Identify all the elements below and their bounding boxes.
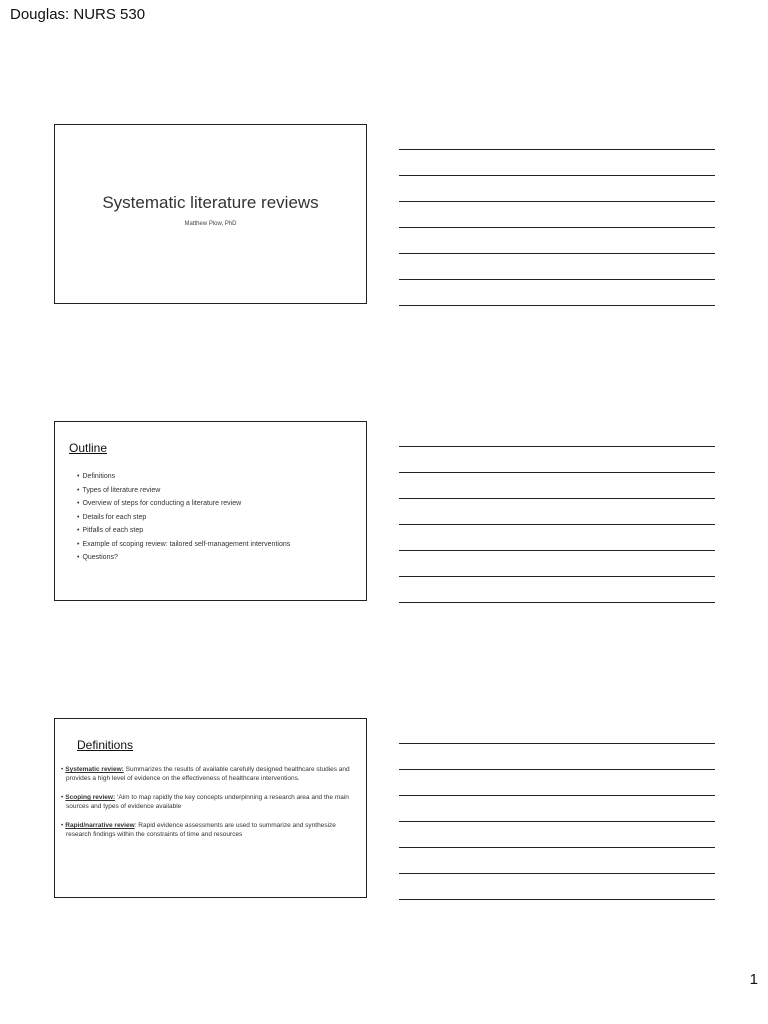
note-line bbox=[399, 175, 715, 176]
slide-heading: Definitions bbox=[77, 738, 134, 752]
notes-lines-3 bbox=[399, 743, 715, 925]
note-line bbox=[399, 524, 715, 525]
outline-list bbox=[77, 470, 290, 565]
note-line bbox=[399, 253, 715, 254]
definition-text: ‘Aim to map rapidly the key concepts underpinning a research area and the main sources and types of evidence available bbox=[66, 794, 349, 810]
notes-lines-2 bbox=[399, 446, 715, 628]
list-item bbox=[61, 821, 361, 839]
note-line bbox=[399, 498, 715, 499]
slide-subtitle: Matthew Plow, PhD bbox=[184, 221, 237, 227]
definition-term: Rapid/narrative review bbox=[65, 822, 135, 829]
note-line bbox=[399, 149, 715, 150]
note-line bbox=[399, 795, 715, 796]
list-item: • Pitfalls of each step bbox=[77, 524, 290, 538]
list-item: • Questions? bbox=[77, 551, 290, 565]
definition-text: : Rapid evidence assessments are used to summarize and synthesize research findings within the constraints of time and resources bbox=[66, 822, 336, 838]
slide-title: Systematic literature reviews bbox=[102, 193, 319, 212]
note-line bbox=[399, 446, 715, 447]
notes-lines-1 bbox=[399, 149, 715, 331]
note-line bbox=[399, 201, 715, 202]
definition-text: Summarizes the results of available carefully designed healthcare studies and provides a high level of evidence on the effectiveness of healthcare interventions. bbox=[66, 766, 350, 782]
page-header: Douglas: NURS 530 bbox=[10, 6, 146, 23]
slide-thumbnail-3 bbox=[54, 718, 367, 898]
definition-term: Scoping review: bbox=[65, 794, 116, 801]
list-item bbox=[61, 765, 361, 783]
list-item: • Types of literature review bbox=[77, 484, 290, 498]
list-item: • Overview of steps for conducting a literature review bbox=[77, 497, 290, 511]
note-line bbox=[399, 873, 715, 874]
note-line bbox=[399, 550, 715, 551]
note-line bbox=[399, 305, 715, 306]
note-line bbox=[399, 602, 715, 603]
list-item bbox=[61, 793, 361, 811]
slide-thumbnail-1 bbox=[54, 124, 367, 304]
note-line bbox=[399, 769, 715, 770]
note-line bbox=[399, 472, 715, 473]
note-line bbox=[399, 576, 715, 577]
list-item: • Example of scoping review: tailored self-management interventions bbox=[77, 538, 290, 552]
note-line bbox=[399, 847, 715, 848]
note-line bbox=[399, 899, 715, 900]
list-item: • Details for each step bbox=[77, 511, 290, 525]
slide-thumbnail-2 bbox=[54, 421, 367, 601]
note-line bbox=[399, 743, 715, 744]
page-number: 1 bbox=[749, 971, 758, 988]
definitions-list bbox=[61, 765, 361, 849]
note-line bbox=[399, 227, 715, 228]
note-line bbox=[399, 279, 715, 280]
note-line bbox=[399, 821, 715, 822]
list-item: • Definitions bbox=[77, 470, 290, 484]
definition-term: Systematic review: bbox=[65, 766, 124, 773]
slide-heading: Outline bbox=[69, 441, 108, 455]
